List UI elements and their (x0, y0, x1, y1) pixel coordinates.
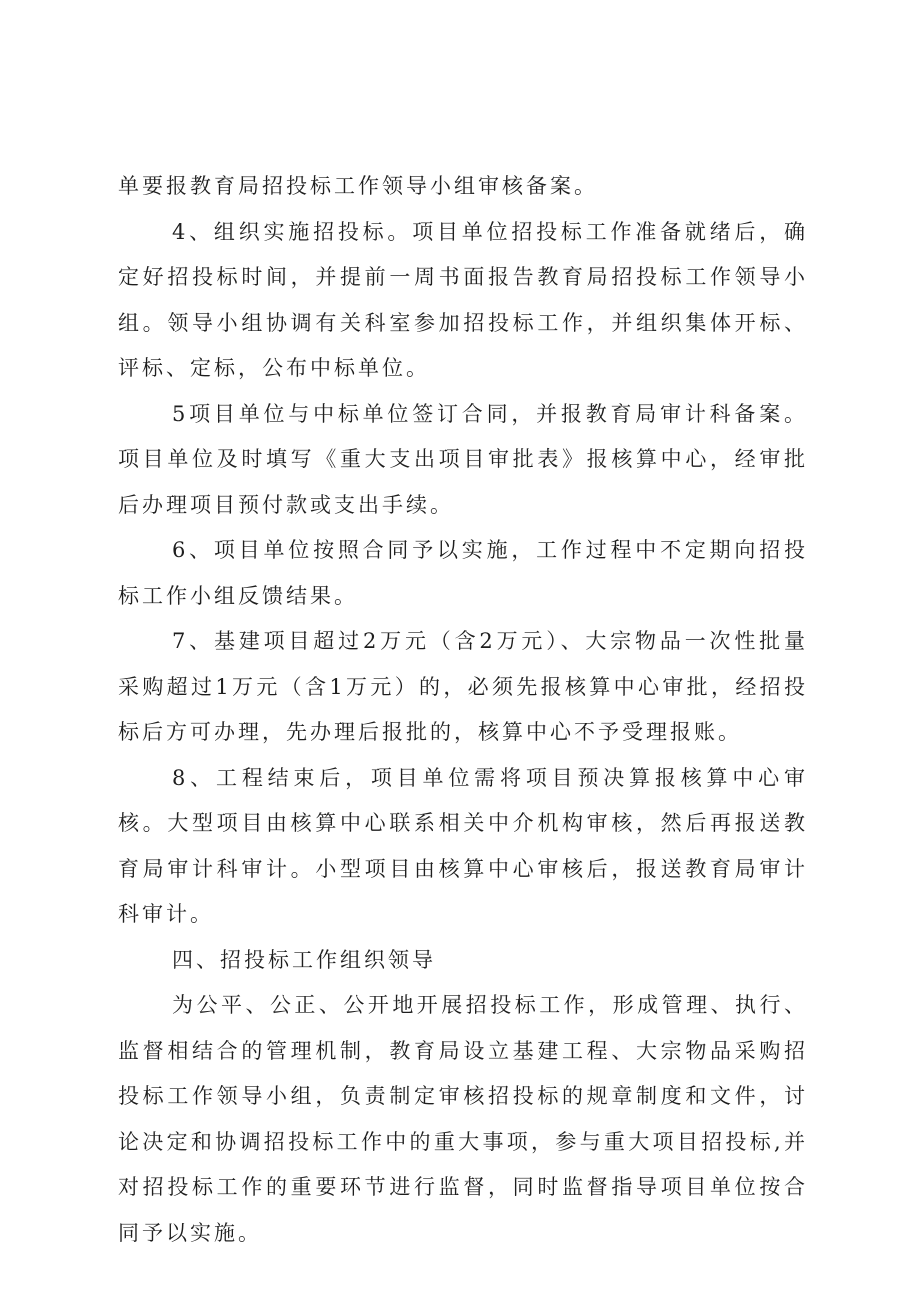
paragraph-item-6: 6、项目单位按照合同予以实施，工作过程中不定期向招投标工作小组反馈结果。 (118, 538, 808, 608)
section-heading-4: 四、招投标工作组织领导 (172, 947, 436, 972)
paragraph-item-8: 8、工程结束后，项目单位需将项目预决算报核算中心审核。大型项目由核算中心联系相关中介机构审核，然后再报送教育局审计科审计。小型项目由核算中心审核后，报送教育局审计科审计。 (118, 765, 808, 926)
paragraph-item-4: 4、组织实施招投标。项目单位招投标工作准备就绪后，确定好招投标时间，并提前一周书面报告教育局招投标工作领导小组。领导小组协调有关科室参加招投标工作，并组织集体开标、评标、定标，公布中标单位。 (118, 219, 808, 380)
document-body (118, 164, 808, 1256)
paragraph-section-4-body: 为公平、公正、公开地开展招投标工作，形成管理、执行、监督相结合的管理机制，教育局设立基建工程、大宗物品采购招投标工作领导小组，负责制定审核招投标的规章制度和文件，讨论决定和协调招投标工作中的重大事项，参与重大项目招投标,并对招投标工作的重要环节进行监督，同时监督指导项目单位按合同予以实施。 (118, 993, 808, 1245)
paragraph-continuation: 单要报教育局招投标工作领导小组审核备案。 (118, 174, 598, 198)
paragraph-item-5: 5项目单位与中标单位签订合同，并报教育局审计科备案。项目单位及时填写《重大支出项目审批表》报核算中心，经审批后办理项目预付款或支出手续。 (118, 401, 808, 517)
paragraph-item-7: 7、基建项目超过2万元（含2万元）、大宗物品一次性批量采购超过1万元（含1万元）的，必须先报核算中心审批，经招投标后方可办理，先办理后报批的，核算中心不予受理报账。 (118, 629, 808, 744)
